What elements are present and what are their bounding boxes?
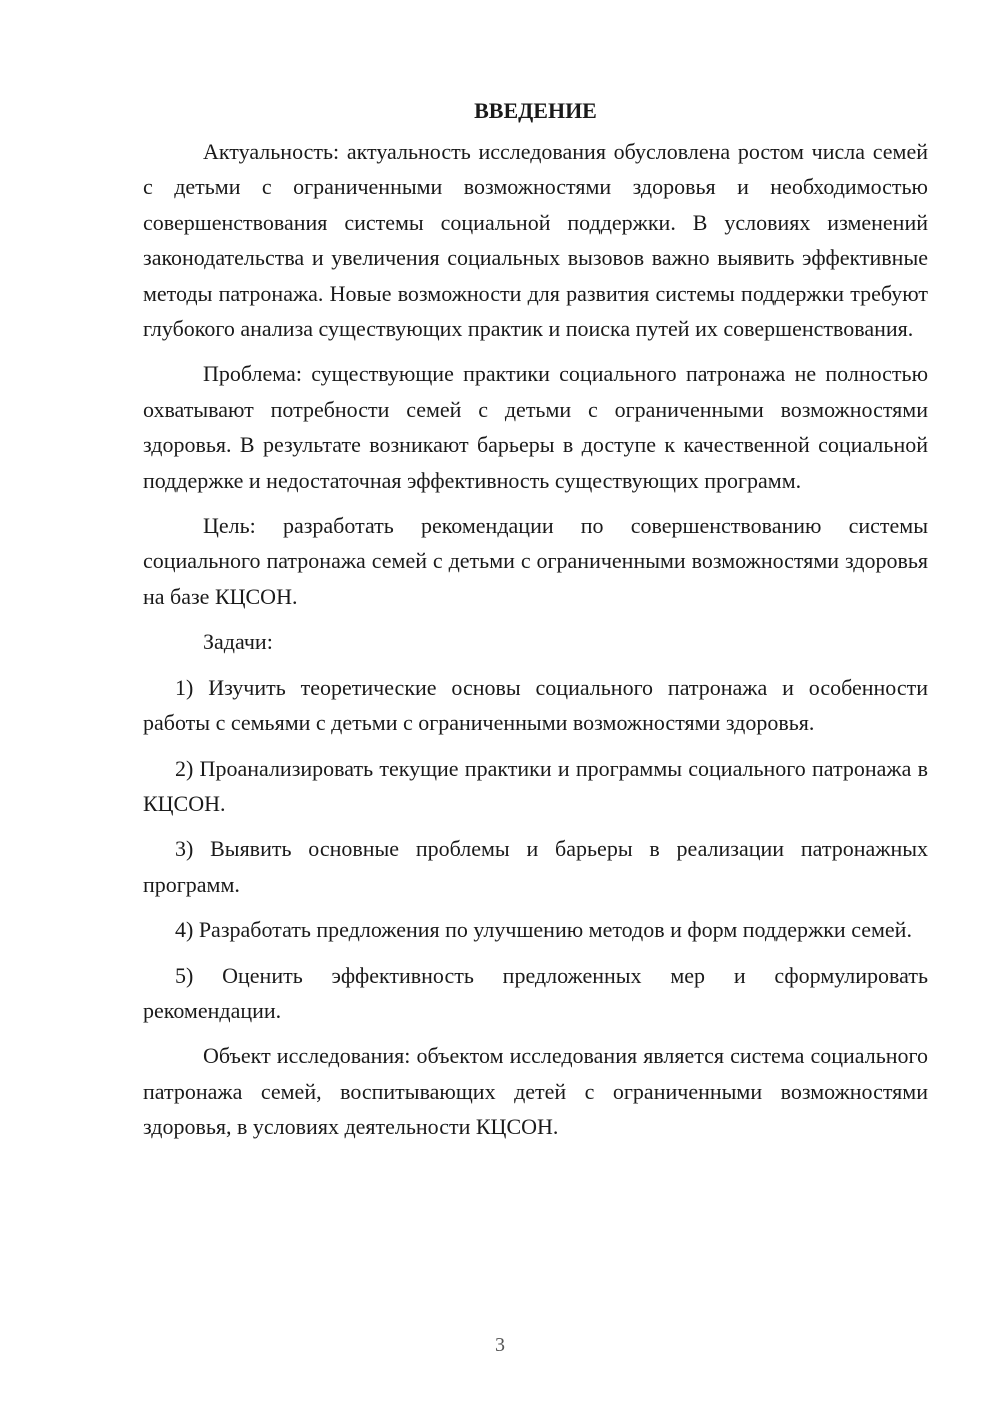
task-item-1: 1) Изучить теоретические основы социального патронажа и особенности работы с семьями с детьми с ограниченными возможностями здоровья. (143, 674, 928, 736)
task-item-4: 4) Разработать предложения по улучшению методов и форм поддержки семей. (175, 917, 912, 943)
paragraph-problem: Проблема: существующие практики социального патронажа не полностью охватывают потребности семей с детьми с ограниченными возможностями здоровья. В результате возникают барьеры в доступе к качественной социальной поддержке и недостаточная эффективность существующих программ. (143, 361, 928, 493)
document-page (143, 96, 928, 1155)
task-item-5: 5) Оценить эффективность предложенных мер и сформулировать рекомендации. (143, 962, 928, 1023)
tasks-heading: Задачи: (203, 629, 273, 655)
paragraph-object: Объект исследования: объектом исследования является система социального патронажа семей, воспитывающих детей с ограниченными возможностями здоровья, в условиях деятельности КЦСОН. (143, 1043, 928, 1140)
page-number: 3 (495, 1334, 505, 1356)
paragraph-relevance: Актуальность: актуальность исследования обусловлена ростом числа семей с детьми с ограниченными возможностями здоровья и необходимостью совершенствования системы социальной поддержки. В условиях изменений законодательства и увеличения социальных вызовов важно выявить эффективные методы патронажа. Новые возможности для развития системы поддержки требуют глубокого анализа существующих практик и поиска путей их совершенствования. (143, 139, 928, 342)
paragraph-goal: Цель: разработать рекомендации по совершенствованию системы социального патронажа семей с детьми с ограниченными возможностями здоровья на базе КЦСОН. (143, 513, 928, 609)
task-item-2: 2) Проанализировать текущие практики и программы социального патронажа в КЦСОН. (143, 755, 928, 816)
task-item-3: 3) Выявить основные проблемы и барьеры в реализации патронажных программ. (143, 836, 928, 897)
section-title: ВВЕДЕНИЕ (474, 98, 597, 123)
